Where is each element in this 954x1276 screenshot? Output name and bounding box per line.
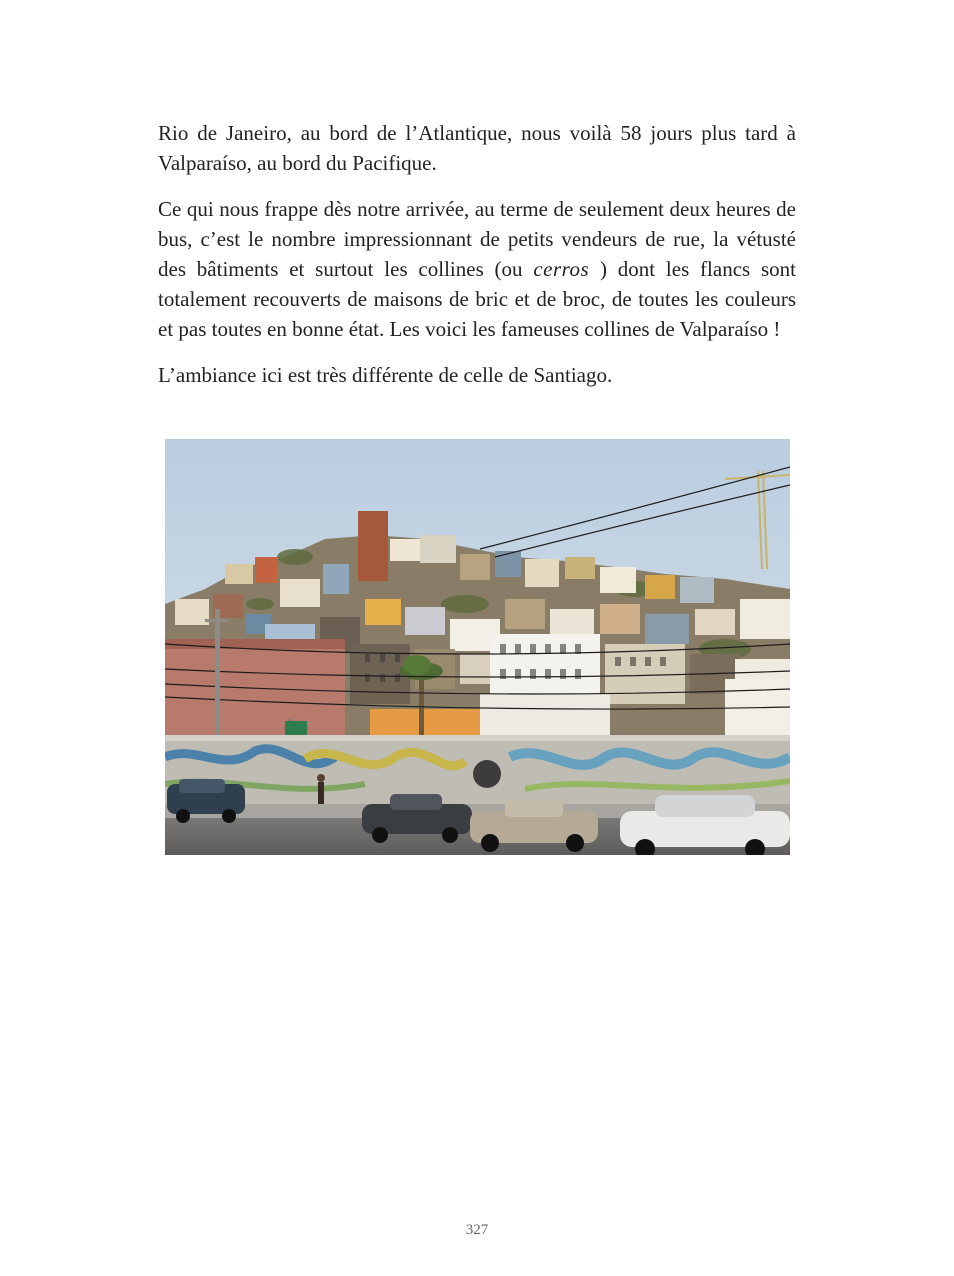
- paragraph-2-text-start: Ce qui nous frappe dès notre arrivée, au terme de seulement deux heures de bus, c’est le nombre impressionnant de petits vendeurs de rue, la vétusté des bâtiments et surtout les collines (ou: [158, 197, 796, 281]
- paragraph-1: Rio de Janeiro, au bord de l’Atlantique, nous voilà 58 jours plus tard à Valparaíso, au bord du Pacifique.: [158, 121, 796, 175]
- paragraph-2-text-end: ) dont les flancs sont totalement recouverts de maisons de bric et de broc, de toutes les couleurs et pas toutes en bonne état. Les voici les fameuses collines de Valparaíso !: [158, 257, 796, 341]
- valparaiso-hillside-photo: [165, 439, 790, 855]
- paragraph-3: L’ambiance ici est très différente de celle de Santiago.: [158, 363, 613, 387]
- paragraph-2: [158, 194, 796, 344]
- cerros-italic: cerros: [533, 257, 590, 281]
- pedestrian: [317, 774, 325, 804]
- red-building: [165, 639, 345, 749]
- body-text: [158, 118, 796, 406]
- page-number: 327: [465, 1222, 489, 1238]
